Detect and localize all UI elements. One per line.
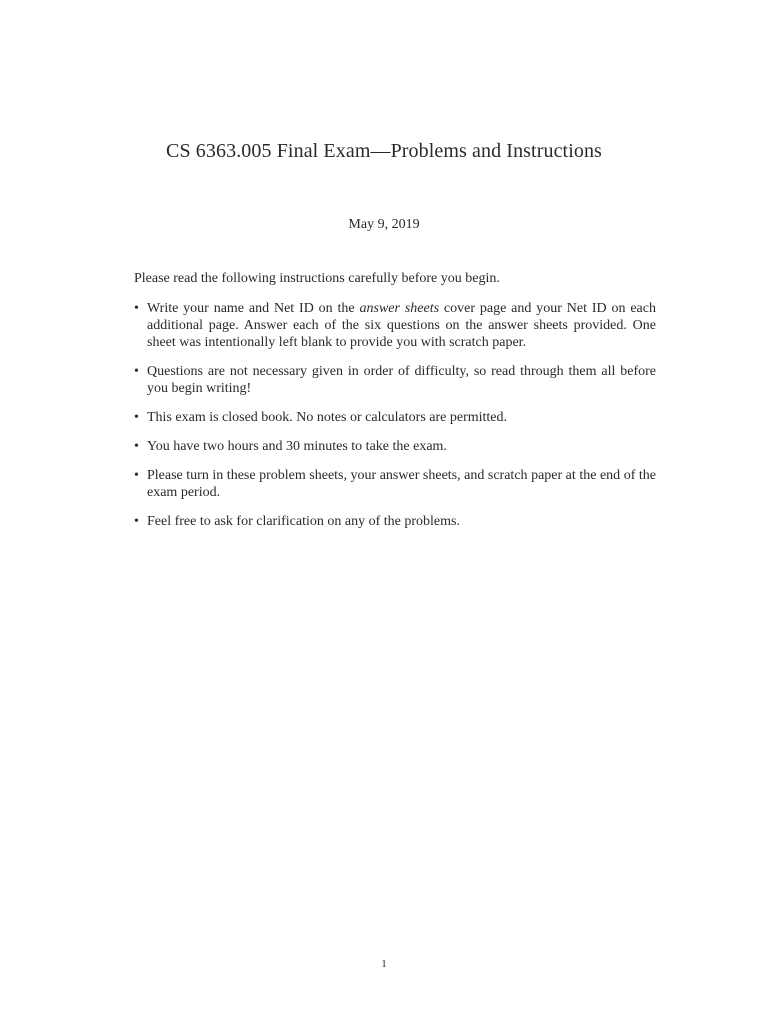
- instruction-item: [134, 363, 656, 397]
- intro-text: Please read the following instructions carefully before you begin.: [134, 271, 500, 286]
- page-number: 1: [381, 958, 387, 970]
- instruction-text: cover page and your Net ID on each additional page. Answer each of the six questions on the answer sheets provided. One sheet was intentionally left blank to provide you with scratch paper.: [147, 301, 656, 350]
- bullet-icon: •: [134, 439, 139, 454]
- instruction-item: [134, 467, 656, 501]
- bullet-icon: •: [134, 410, 139, 425]
- instruction-text: This exam is closed book. No notes or calculators are permitted.: [147, 410, 508, 425]
- instruction-text: You have two hours and 30 minutes to take the exam.: [147, 439, 447, 454]
- bullet-icon: •: [134, 301, 139, 316]
- instruction-text: Feel free to ask for clarification on any of the problems.: [147, 514, 460, 529]
- instruction-item: [134, 300, 656, 351]
- bullet-icon: •: [134, 468, 139, 483]
- bullet-icon: •: [134, 364, 139, 379]
- exam-date: May 9, 2019: [348, 217, 420, 232]
- instruction-text: Write your name and Net ID on the: [147, 301, 360, 316]
- instruction-text: Please turn in these problem sheets, your answer sheets, and scratch paper at the end of the exam period.: [147, 468, 656, 500]
- instruction-list: [134, 300, 656, 530]
- page-title: CS 6363.005 Final Exam—Problems and Instructions: [166, 140, 602, 162]
- instruction-item: [134, 438, 656, 455]
- bullet-icon: •: [134, 514, 139, 529]
- instruction-item: [134, 513, 656, 530]
- instruction-text: Questions are not necessary given in order of difficulty, so read through them all before you begin writing!: [147, 364, 656, 396]
- instruction-item: [134, 409, 656, 426]
- instructions-section: [134, 270, 656, 542]
- instruction-emphasis: answer sheets: [359, 301, 440, 316]
